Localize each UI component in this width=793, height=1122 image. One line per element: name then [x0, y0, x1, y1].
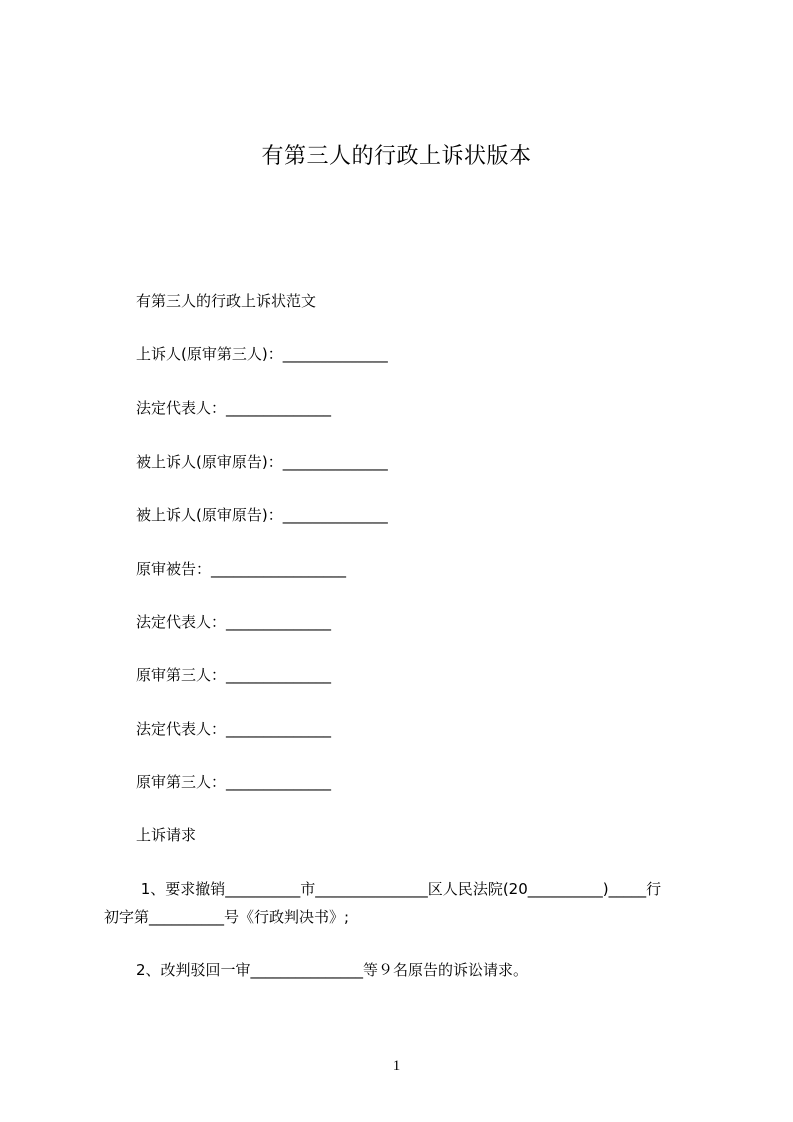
request-item-2: 2、改判驳回一审_______________等９名原告的诉讼请求。: [136, 961, 529, 979]
request-item-1-line-2: 初字第__________号《行政判决书》;: [104, 908, 350, 926]
appeal-request-heading: 上诉请求: [136, 826, 197, 844]
appellant-line: 上诉人(原审第三人)：______________: [136, 345, 388, 363]
original-third-party-line: 原审第三人：______________: [136, 773, 332, 791]
legal-representative-line: 法定代表人：______________: [136, 613, 332, 631]
original-defendant-line: 原审被告：__________________: [136, 560, 347, 578]
appellee-line: 被上诉人(原审原告)：______________: [136, 506, 388, 524]
appellee-line: 被上诉人(原审原告)：______________: [136, 453, 388, 471]
legal-representative-line: 法定代表人：______________: [136, 399, 332, 417]
original-third-party-line: 原审第三人：______________: [136, 666, 332, 684]
request-item-1-line-1: 1、要求撤销__________市_______________区人民法院(20__________)_____行: [136, 880, 662, 898]
document-title: 有第三人的行政上诉状版本: [261, 144, 532, 169]
subtitle-line: 有第三人的行政上诉状范文: [136, 292, 317, 310]
page-number: 1: [392, 1058, 401, 1074]
legal-representative-line: 法定代表人：______________: [136, 720, 332, 738]
